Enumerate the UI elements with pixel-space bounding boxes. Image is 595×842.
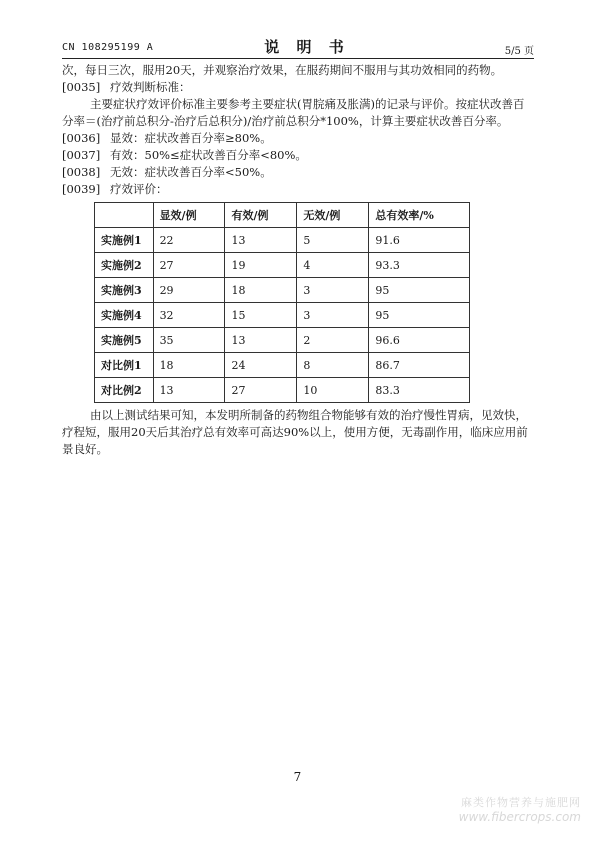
table-row <box>95 353 470 378</box>
table-cell: 2 <box>297 328 369 353</box>
table-cell: 91.6 <box>369 228 470 253</box>
table-cell: 29 <box>153 278 225 303</box>
table-cell: 96.6 <box>369 328 470 353</box>
table-cell: 对比例1 <box>95 353 154 378</box>
paragraph-tag: [0037] <box>62 148 101 162</box>
table-row <box>95 253 470 278</box>
table-cell: 10 <box>297 378 369 403</box>
table-row <box>95 303 470 328</box>
table-cell: 15 <box>225 303 297 328</box>
paragraph-0036 <box>62 130 534 147</box>
table-cell: 实施例4 <box>95 303 154 328</box>
table-cell: 实施例3 <box>95 278 154 303</box>
table-cell: 对比例2 <box>95 378 154 403</box>
table-cell: 13 <box>225 228 297 253</box>
document-body <box>62 62 534 458</box>
watermark-url: www.fibercrops.com <box>458 810 581 824</box>
header-rule <box>62 58 534 59</box>
paragraph-0035 <box>62 79 534 96</box>
table-header-cell: 有效/例 <box>225 203 297 228</box>
page-number: 7 <box>293 770 302 784</box>
table-cell: 24 <box>225 353 297 378</box>
paragraph-0039 <box>62 181 534 198</box>
table-cell: 13 <box>153 378 225 403</box>
table-cell: 3 <box>297 303 369 328</box>
table-cell: 32 <box>153 303 225 328</box>
table-cell: 实施例5 <box>95 328 154 353</box>
table-cell: 4 <box>297 253 369 278</box>
table-cell: 22 <box>153 228 225 253</box>
document-number: CN 108295199 A <box>62 42 154 53</box>
table-cell: 3 <box>297 278 369 303</box>
table-cell: 13 <box>225 328 297 353</box>
paragraph-text: 无效：症状改善百分率<50%。 <box>110 165 272 179</box>
paragraph-text: 疗效判断标准： <box>110 80 191 94</box>
table-row <box>95 328 470 353</box>
table-cell: 19 <box>225 253 297 278</box>
paragraph-continued: 次，每日三次，服用20天，并观察治疗效果，在服药期间不服用与其功效相同的药物。 <box>62 63 503 77</box>
table-row <box>95 378 470 403</box>
table-header-cell: 总有效率/% <box>369 203 470 228</box>
paragraph-text: 有效：50%≤症状改善百分率<80%。 <box>110 148 307 162</box>
table-header-row <box>95 203 470 228</box>
table-cell: 35 <box>153 328 225 353</box>
paragraph-0038 <box>62 164 534 181</box>
table-cell: 27 <box>153 253 225 278</box>
table-cell: 8 <box>297 353 369 378</box>
table-cell: 86.7 <box>369 353 470 378</box>
paragraph-tag: [0035] <box>62 80 101 94</box>
table-header-cell <box>95 203 154 228</box>
document-title: 说 明 书 <box>264 38 350 56</box>
table-cell: 5 <box>297 228 369 253</box>
table-cell: 95 <box>369 278 470 303</box>
table-cell: 实施例2 <box>95 253 154 278</box>
table-row <box>95 278 470 303</box>
table-cell: 18 <box>225 278 297 303</box>
table-header-cell: 显效/例 <box>153 203 225 228</box>
table-row <box>95 228 470 253</box>
paragraph-tag: [0038] <box>62 165 101 179</box>
paragraph-conclusion: 由以上测试结果可知，本发明所制备的药物组合物能够有效的治疗慢性胃病，见效快，疗程短，服用20天后其治疗总有效率可高达90%以上，使用方便，无毒副作用，临床应用前景良好。 <box>62 408 528 456</box>
paragraph-text: 疗效评价： <box>110 182 168 196</box>
table-header-cell: 无效/例 <box>297 203 369 228</box>
table-cell: 95 <box>369 303 470 328</box>
page-indicator: 5/5 页 <box>504 46 534 57</box>
page-header <box>62 36 534 56</box>
table-cell: 实施例1 <box>95 228 154 253</box>
watermark-text: 麻类作物营养与施肥网 <box>461 796 581 809</box>
efficacy-table-wrapper <box>94 202 534 403</box>
paragraph-tag: [0036] <box>62 131 101 145</box>
table-cell: 18 <box>153 353 225 378</box>
paragraph-criteria: 主要症状疗效评价标准主要参考主要症状(胃脘痛及胀满)的记录与评价。按症状改善百分率＝(治疗前总积分-治疗后总积分)/治疗前总积分*100%，计算主要症状改善百分率。 <box>62 97 525 128</box>
paragraph-tag: [0039] <box>62 182 101 196</box>
paragraph-0037 <box>62 147 534 164</box>
efficacy-table <box>94 202 470 403</box>
table-cell: 27 <box>225 378 297 403</box>
table-cell: 83.3 <box>369 378 470 403</box>
table-cell: 93.3 <box>369 253 470 278</box>
paragraph-text: 显效：症状改善百分率≥80%。 <box>110 131 272 145</box>
watermark <box>459 794 581 824</box>
